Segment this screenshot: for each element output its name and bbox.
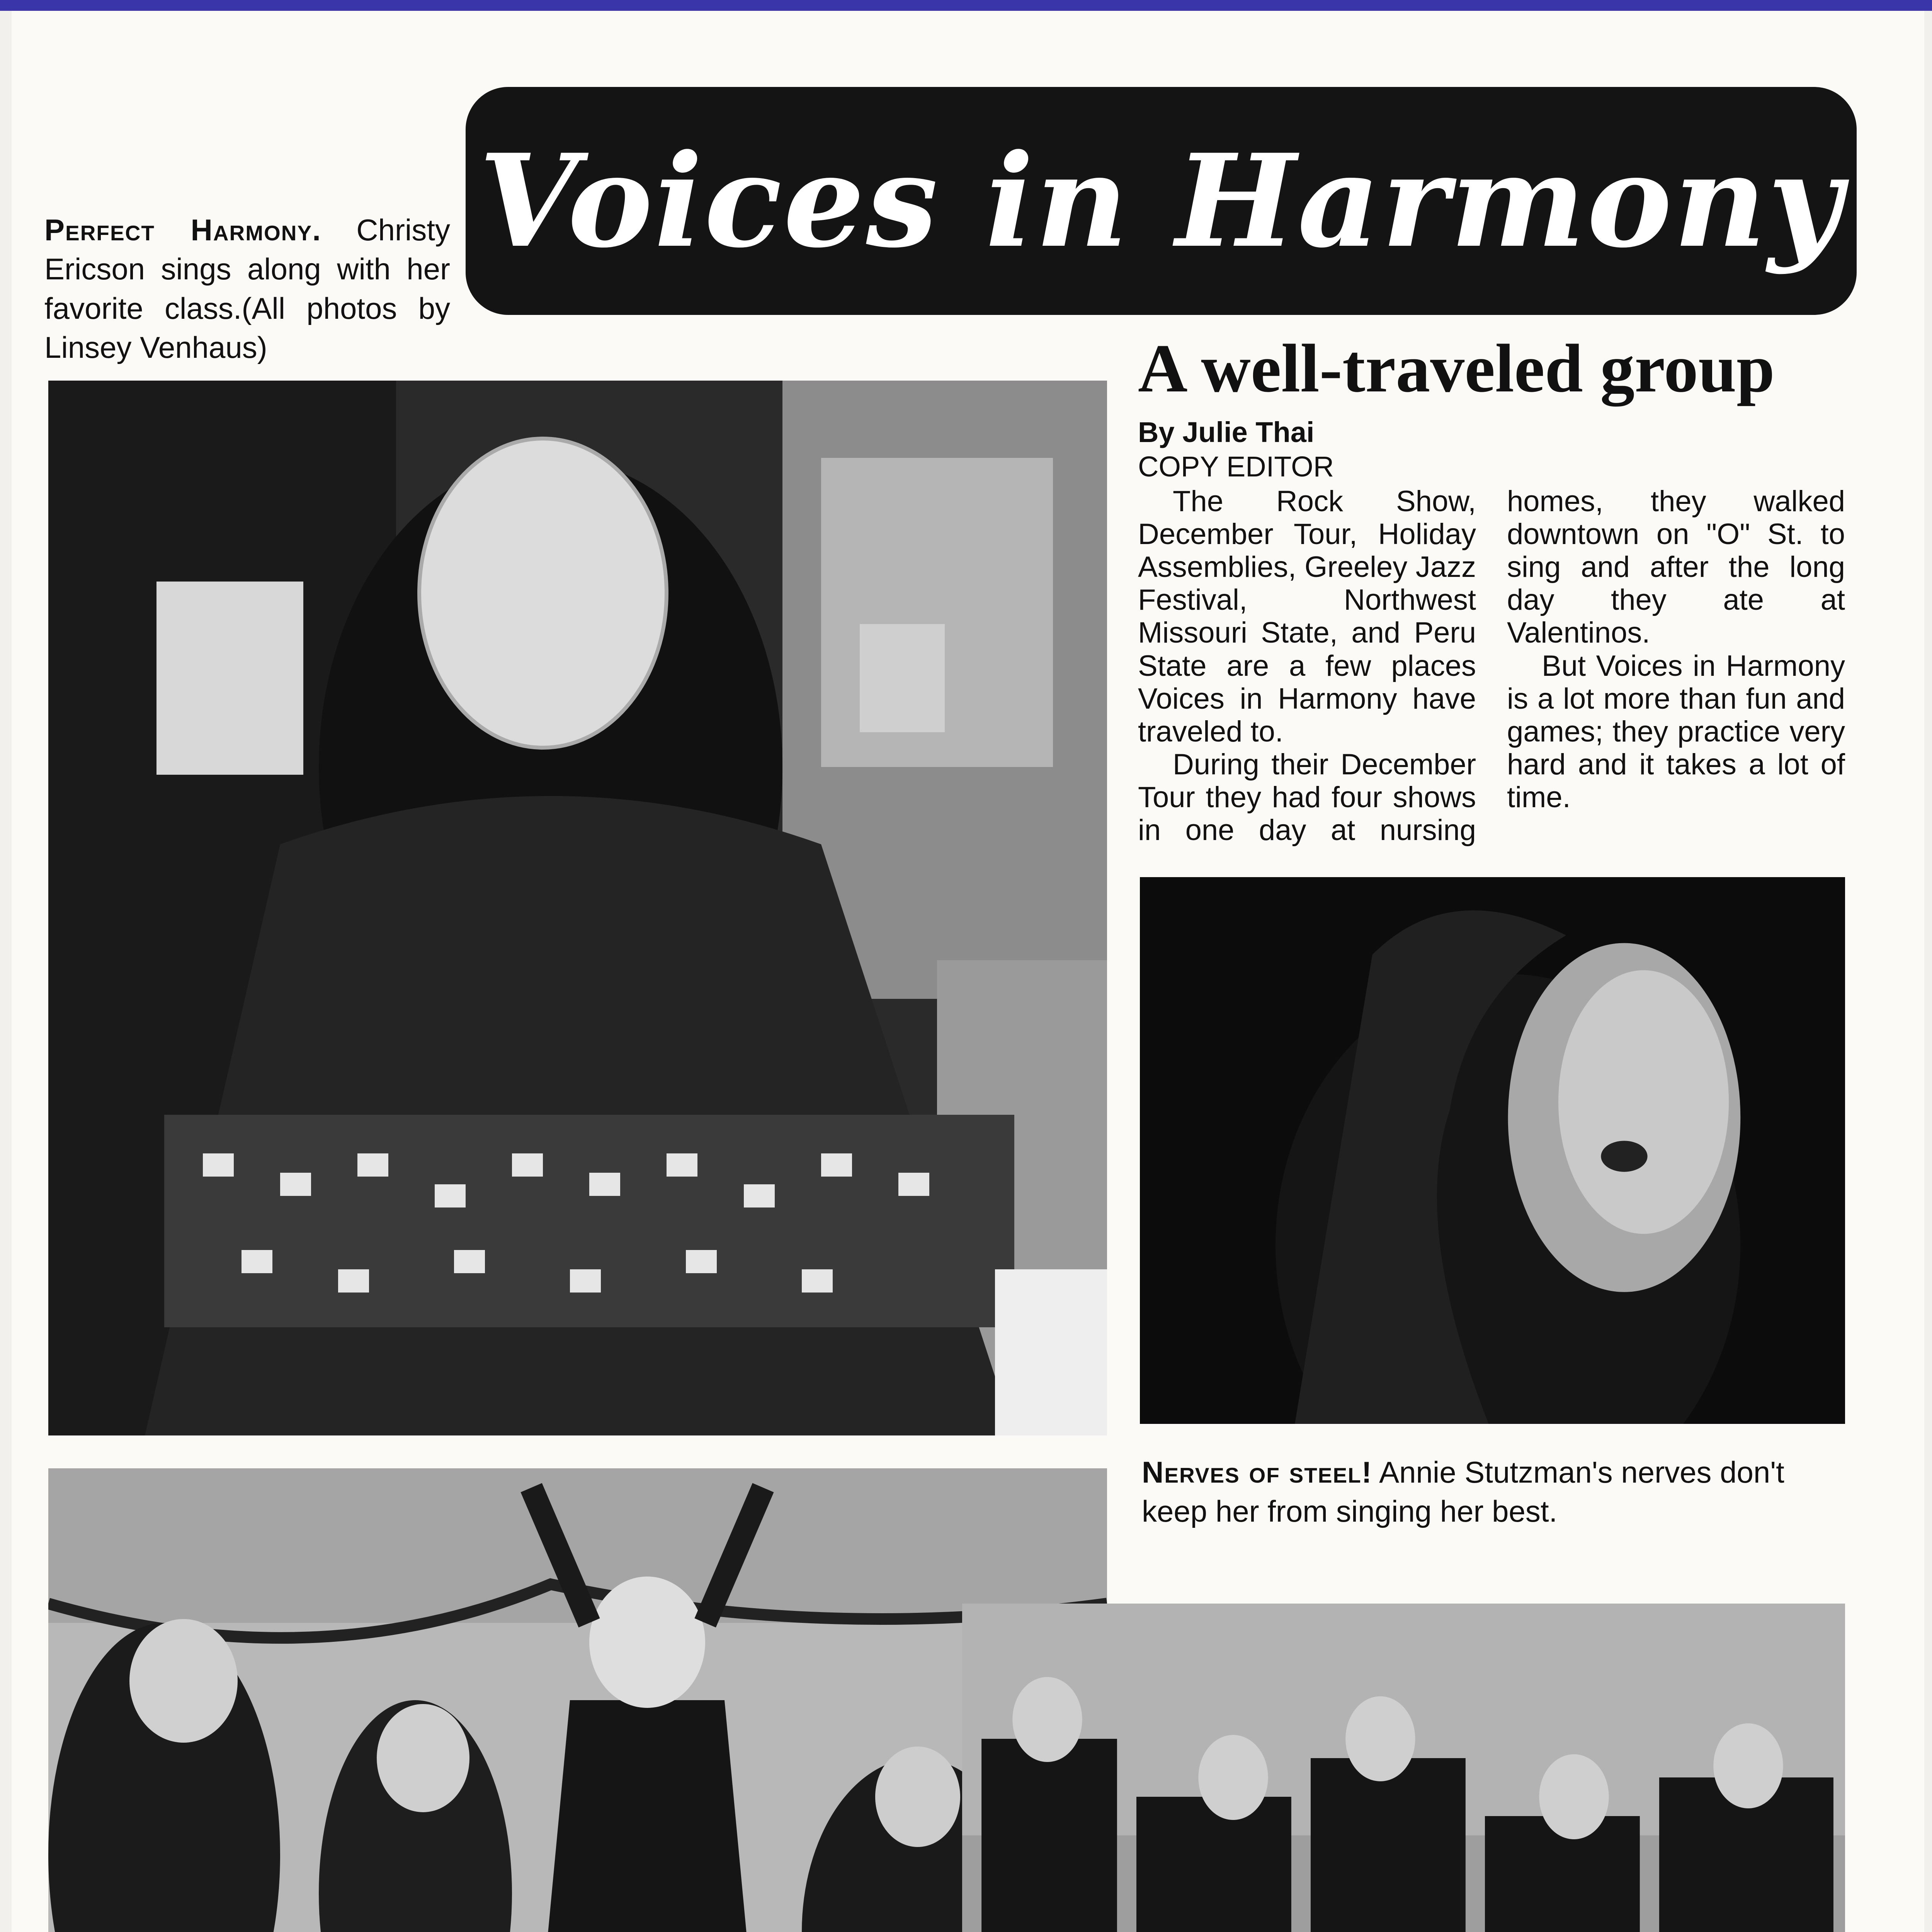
article-paragraph: During their December Tour they had four shows in one day at nursing homes, they walked downtown on "O" St. to sing and after the long day they ate at Valentinos. [1138,485,1845,847]
article-author-role: COPY EDITOR [1138,450,1334,483]
article-byline [1138,415,1872,484]
photo-girls-graphic [48,1468,1107,1932]
caption-perfect-harmony [44,211,450,367]
article-author: By Julie Thai [1138,416,1315,448]
photo-annie-stutzman [1140,877,1845,1424]
caption-text: Annie Stutzman's nerves don't keep her from singing her best. [1142,1455,1784,1529]
article-headline: A well-traveled group [1138,330,1775,406]
caption-text: Christy Ericson sings along with her favorite class.(All photos by Linsey Venhaus) [44,213,450,365]
title-banner [466,87,1857,315]
article-paragraph: The Rock Show, December Tour, Holiday Assemblies, Greeley Jazz Festival, Northwest Missouri State, and Peru State are a few places Voices in Harmony have traveled to. [1138,485,1476,748]
photo-christy-ericson [48,381,1107,1435]
photo-melissa-eisenberg [48,1468,1107,1932]
caption-lead: Perfect Harmony. [44,213,321,247]
article-body [1138,485,1845,871]
photo-boys-graphic [962,1604,1845,1932]
page-top-edge [0,0,1932,11]
caption-nerves-of-steel [1142,1453,1857,1531]
photo-annie-graphic [1140,877,1845,1424]
photo-christy-graphic [48,381,1107,1435]
article-paragraph: But Voices in Harmony is a lot more than fun and games; they practice very hard and it takes a lot of time. [1507,649,1845,814]
photo-boys-on-stage [962,1604,1845,1932]
caption-lead: Nerves of steel! [1142,1455,1372,1489]
page-title: Voices in Harmony [479,126,1844,276]
